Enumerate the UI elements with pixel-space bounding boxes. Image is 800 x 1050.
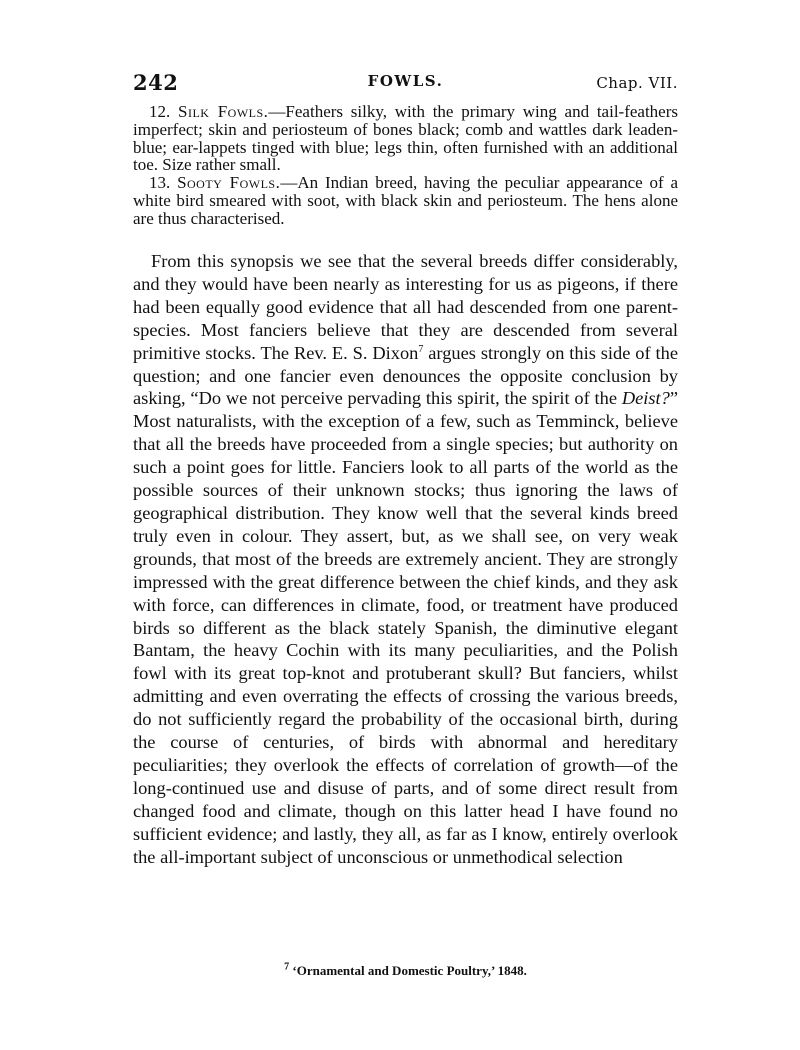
body-text-part-2: argues strongly on this side of the question; and one fancier even denounces the opposite conclusion by asking, “Do we not perceive pervading this spirit, the spirit of the <box>133 342 678 409</box>
breed-synopsis <box>133 103 678 228</box>
synopsis-entry-silk-fowls <box>133 103 678 174</box>
synopsis-entry-sooty-fowls <box>133 174 678 227</box>
body-paragraph <box>133 250 678 868</box>
footnote-marker: 7 <box>284 961 290 973</box>
footnote-text: ‘Ornamental and Domestic Poultry,’ 1848. <box>289 963 527 978</box>
page-number: 242 <box>133 70 179 95</box>
running-title: FOWLS. <box>367 72 444 90</box>
chapter-reference: Chap. VII. <box>596 74 678 92</box>
breed-name: Sooty Fowls. <box>177 173 281 193</box>
running-head <box>133 70 678 98</box>
deist-emphasis: Deist? <box>621 388 670 409</box>
entry-text: —Feathers silky, with the primary wing and tail-feathers imperfect; skin and periosteum of bones black; comb and wattles dark leaden-blue; ear-lappets tinged with blue; legs thin, often furnished with an additional toe. Size rather small. <box>133 102 679 175</box>
entry-text: —An Indian breed, having the peculiar appearance of a white bird smeared with soot, with black skin and periosteum. The hens alone are thus characterised. <box>133 173 678 228</box>
footnote <box>133 963 678 979</box>
breed-name: Silk Fowls. <box>178 102 269 121</box>
body-text-part-1: From this synopsis we see that the several breeds differ considerably, and they would have been nearly as interesting for us as pigeons, if there had been equally good evidence that all had descended from one parent-species. Most fanciers believe that they are descended from several primitive stocks. The Rev. E. S. Dixon <box>133 251 678 363</box>
entry-number: 12. <box>149 102 171 121</box>
entry-number: 13. <box>149 173 171 193</box>
footnote-reference: 7 <box>418 343 424 355</box>
body-text-part-3: ” Most naturalists, with the exception of a few, such as Temminck, believe that all the breeds have proceeded from a single species; but authority on such a point goes for little. Fanciers look to all parts of the world as the possible sources of their unknown stocks; thus ignoring the laws of geographical distribution. They know well that the several kinds breed truly even in colour. They assert, but, as we shall see, on very weak grounds, that most of the breeds are extremely ancient. They are strongly impressed with the great difference between the chief kinds, and they ask with force, can differences in climate, food, or treatment have produced birds so different as the black stately Spanish, the diminutive elegant Bantam, the heavy Cochin with its many peculiarities, and the Polish fowl with its great top-knot and protuberant skull? But fanciers, whilst admitting and even overrating the effects of crossing the various breeds, do not sufficiently regard the probability of the occasional birth, during the course of centuries, of birds with abnormal and hereditary peculiarities; they overlook the effects of correlation of growth—of the long-continued use and disuse of parts, and of some direct result from changed food and climate, though on this latter head I have found no sufficient evidence; and lastly, they all, as far as I know, entirely overlook the all-important subject of unconscious or unmethodical selection <box>133 388 678 867</box>
